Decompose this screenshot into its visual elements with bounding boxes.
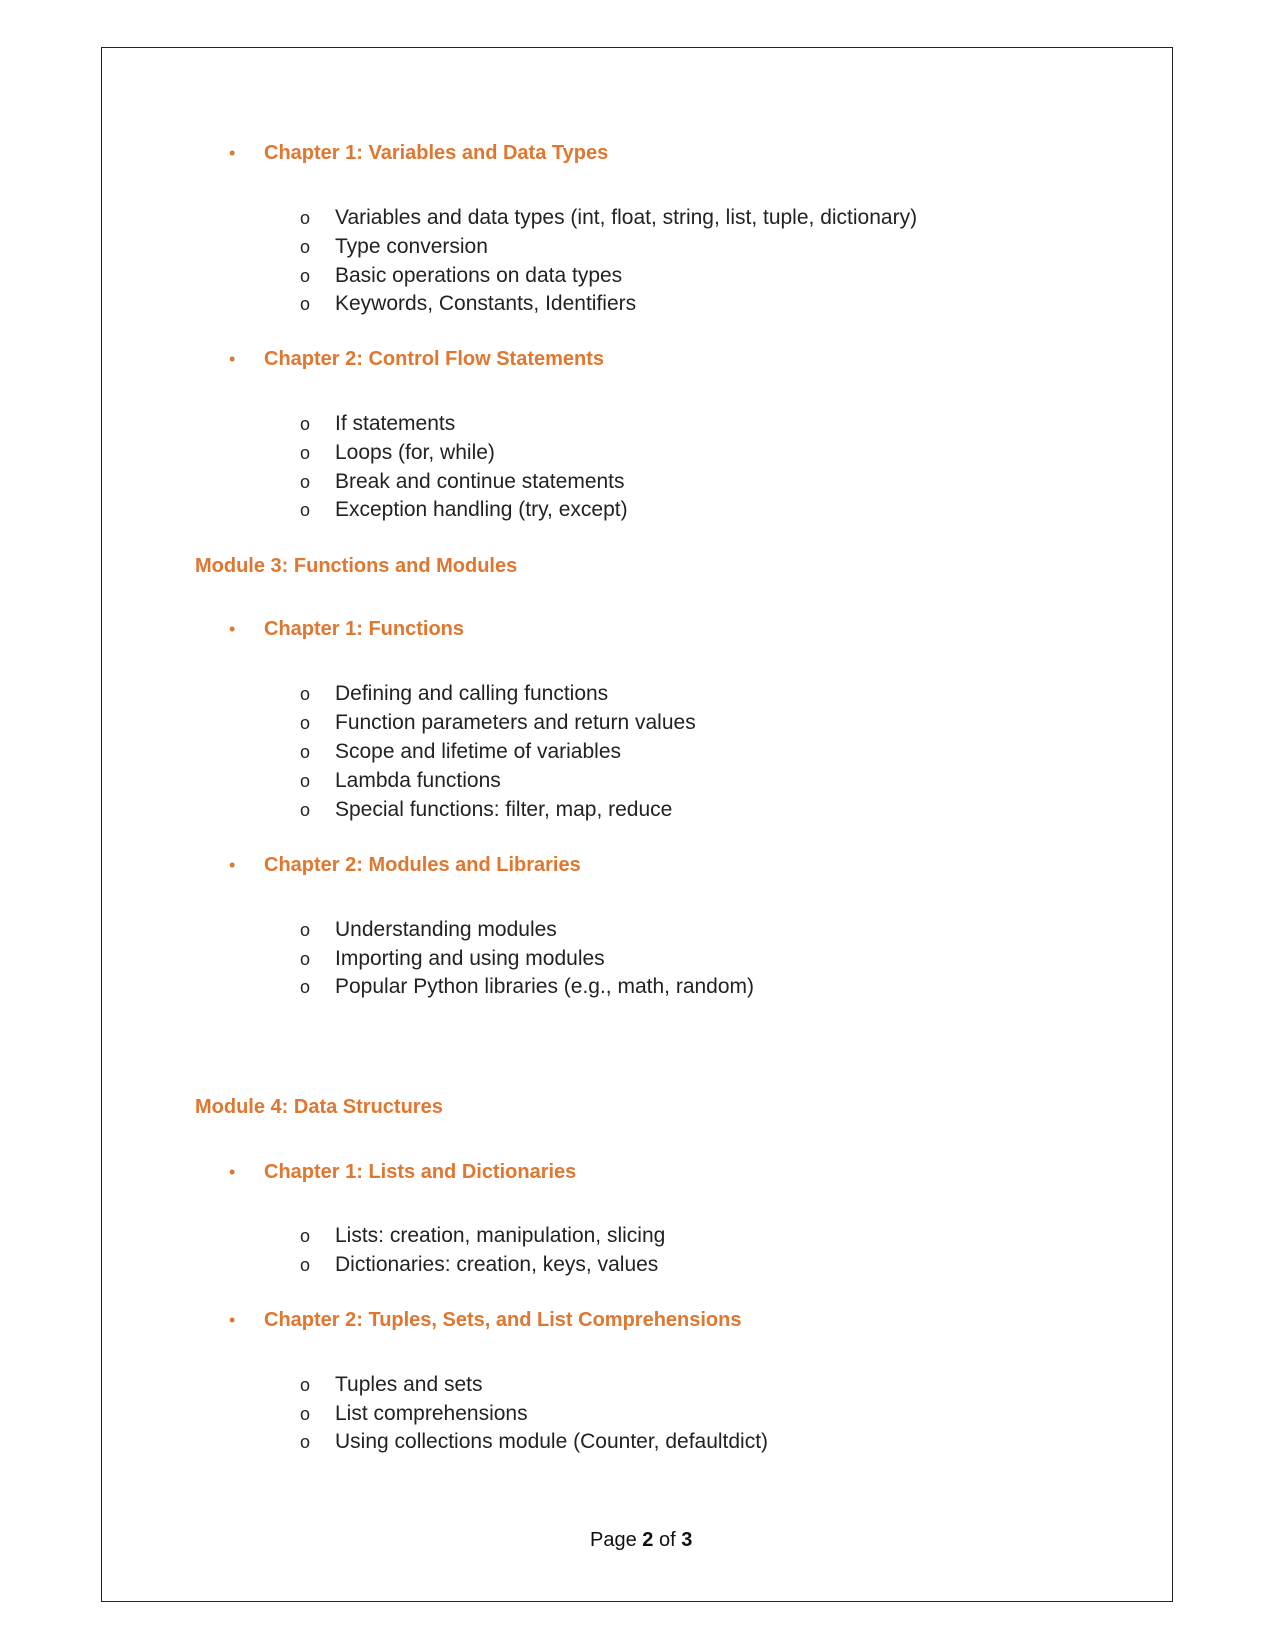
list-item: Lambda functions bbox=[335, 769, 501, 792]
chapter-heading: Chapter 2: Modules and Libraries bbox=[264, 854, 581, 876]
sub-bullet: o bbox=[300, 472, 311, 492]
page-number bbox=[590, 1529, 692, 1552]
sub-bullet: o bbox=[300, 949, 311, 969]
list-item: Special functions: filter, map, reduce bbox=[335, 798, 673, 821]
list-item: Exception handling (try, except) bbox=[335, 498, 628, 521]
list-item: Keywords, Constants, Identifiers bbox=[335, 292, 637, 315]
sub-bullet: o bbox=[300, 208, 311, 228]
sub-bullet: o bbox=[300, 1432, 311, 1452]
page-border bbox=[101, 47, 1173, 1602]
page-total: 3 bbox=[681, 1529, 693, 1551]
list-item: Basic operations on data types bbox=[335, 264, 623, 287]
chapter-bullet: • bbox=[229, 1162, 236, 1182]
list-item: Using collections module (Counter, defaultdict) bbox=[335, 1430, 769, 1453]
chapter-bullet: • bbox=[229, 1310, 236, 1330]
list-item: Importing and using modules bbox=[335, 947, 605, 970]
sub-bullet: o bbox=[300, 977, 311, 997]
chapter-bullet: • bbox=[229, 349, 236, 369]
list-item: Variables and data types (int, float, string, list, tuple, dictionary) bbox=[335, 206, 918, 229]
list-item: Type conversion bbox=[335, 235, 488, 258]
list-item: Scope and lifetime of variables bbox=[335, 740, 621, 763]
list-item: Understanding modules bbox=[335, 918, 557, 941]
sub-bullet: o bbox=[300, 713, 311, 733]
page-current: 2 bbox=[642, 1529, 654, 1551]
sub-bullet: o bbox=[300, 920, 311, 940]
sub-bullet: o bbox=[300, 800, 311, 820]
list-item: List comprehensions bbox=[335, 1402, 528, 1425]
sub-bullet: o bbox=[300, 684, 311, 704]
chapter-bullet: • bbox=[229, 143, 236, 163]
chapter-heading: Chapter 1: Lists and Dictionaries bbox=[264, 1161, 577, 1183]
list-item: Popular Python libraries (e.g., math, random) bbox=[335, 975, 755, 998]
sub-bullet: o bbox=[300, 742, 311, 762]
sub-bullet: o bbox=[300, 1226, 311, 1246]
list-item: Lists: creation, manipulation, slicing bbox=[335, 1224, 666, 1247]
sub-bullet: o bbox=[300, 237, 311, 257]
list-item: If statements bbox=[335, 412, 456, 435]
list-item: Function parameters and return values bbox=[335, 711, 696, 734]
list-item: Break and continue statements bbox=[335, 470, 625, 493]
sub-bullet: o bbox=[300, 771, 311, 791]
sub-bullet: o bbox=[300, 294, 311, 314]
chapter-bullet: • bbox=[229, 855, 236, 875]
list-item: Loops (for, while) bbox=[335, 441, 495, 464]
page-of: of bbox=[658, 1529, 676, 1551]
sub-bullet: o bbox=[300, 266, 311, 286]
chapter-heading: Chapter 2: Control Flow Statements bbox=[264, 348, 605, 370]
sub-bullet: o bbox=[300, 1375, 311, 1395]
list-item: Dictionaries: creation, keys, values bbox=[335, 1253, 659, 1276]
sub-bullet: o bbox=[300, 500, 311, 520]
chapter-heading: Chapter 1: Functions bbox=[264, 618, 465, 640]
sub-bullet: o bbox=[300, 443, 311, 463]
chapter-bullet: • bbox=[229, 619, 236, 639]
list-item: Defining and calling functions bbox=[335, 682, 609, 705]
sub-bullet: o bbox=[300, 1255, 311, 1275]
page-prefix: Page bbox=[590, 1529, 637, 1551]
module-heading: Module 4: Data Structures bbox=[195, 1096, 443, 1118]
chapter-heading: Chapter 2: Tuples, Sets, and List Comprehensions bbox=[264, 1309, 742, 1331]
module-heading: Module 3: Functions and Modules bbox=[195, 555, 518, 577]
sub-bullet: o bbox=[300, 1404, 311, 1424]
chapter-heading: Chapter 1: Variables and Data Types bbox=[264, 142, 609, 164]
sub-bullet: o bbox=[300, 414, 311, 434]
list-item: Tuples and sets bbox=[335, 1373, 483, 1396]
